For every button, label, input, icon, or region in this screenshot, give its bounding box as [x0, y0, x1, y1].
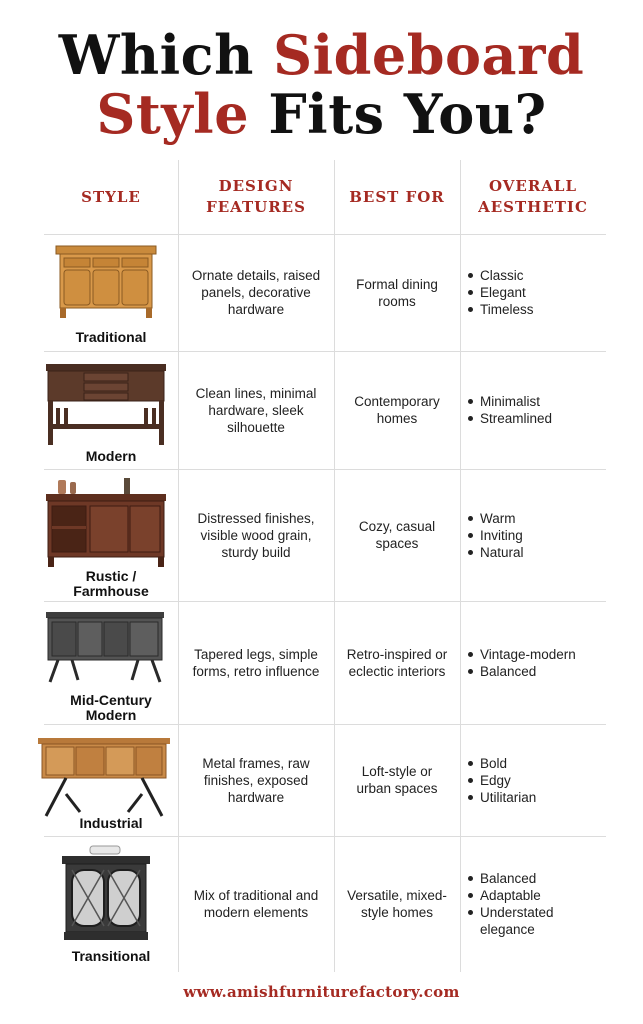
best-for-line: Formal dining	[356, 276, 438, 292]
aesthetic-modern	[464, 351, 606, 469]
aesthetic-item: Elegant	[480, 284, 534, 301]
header-best-for-label: BEST FOR	[349, 187, 445, 206]
style-name-line: Mid-Century	[70, 692, 152, 708]
column-divider	[460, 160, 461, 972]
industrial-sideboard-image	[36, 734, 172, 818]
aesthetic-item: Minimalist	[480, 393, 552, 410]
style-name-line: Modern	[85, 707, 137, 723]
aesthetic-item: Natural	[480, 544, 524, 560]
header-style-label: STYLE	[81, 187, 141, 206]
features-line: hardware	[227, 302, 285, 317]
features-line: Tapered legs, simple	[194, 646, 318, 662]
aesthetic-item: Streamlined	[480, 411, 553, 426]
aesthetic-item-continued: elegance	[480, 922, 535, 937]
features-line: silhouette	[227, 419, 285, 435]
best-for-rustic	[334, 469, 460, 601]
aesthetic-industrial	[464, 724, 606, 836]
style-name-modern	[44, 449, 178, 464]
page-title-line-1	[0, 23, 643, 87]
comparison-table	[44, 160, 606, 972]
best-for-line: Cozy, casual	[358, 519, 436, 534]
features-line: hardware	[227, 789, 285, 805]
header-best-for	[334, 160, 460, 234]
style-name-rustic	[44, 569, 178, 599]
header-overall-label: OVERALL	[488, 177, 578, 195]
header-features-label: FEATURES	[206, 198, 306, 216]
aesthetic-item: Balanced	[480, 663, 576, 680]
best-for-line: urban spaces	[356, 781, 438, 796]
style-name-line: Traditional	[75, 329, 147, 345]
aesthetic-item: Understated	[480, 905, 554, 920]
style-name-line: Modern	[85, 448, 137, 464]
best-for-line: style homes	[360, 905, 433, 920]
features-line: visible wood grain,	[200, 527, 312, 543]
features-line: hardware, sleek	[208, 402, 304, 418]
best-for-line: Versatile, mixed-	[347, 888, 447, 903]
style-name-industrial	[44, 816, 178, 831]
best-for-line: Retro-inspired or	[346, 646, 448, 662]
features-line: forms, retro influence	[192, 663, 320, 679]
aesthetic-item: Adaptable	[480, 887, 554, 904]
aesthetic-item: Balanced	[480, 870, 554, 887]
features-midcentury	[178, 601, 334, 724]
aesthetic-item: Inviting	[480, 527, 523, 543]
aesthetic-midcentury	[464, 601, 606, 724]
features-line: panels, decorative	[201, 285, 311, 300]
best-for-line: rooms	[378, 293, 416, 309]
style-name-traditional	[44, 330, 178, 345]
features-line: finishes, exposed	[203, 772, 309, 788]
aesthetic-item: Vintage-modern	[480, 646, 576, 662]
header-style	[44, 160, 178, 234]
features-line: Metal frames, raw	[202, 755, 310, 771]
features-line: sturdy build	[221, 544, 291, 560]
best-for-line: Loft-style or	[361, 764, 433, 779]
best-for-modern	[334, 351, 460, 469]
midcentury-sideboard-image	[44, 610, 166, 684]
aesthetic-item: Timeless	[480, 302, 534, 317]
features-line: Distressed finishes,	[197, 510, 315, 526]
features-modern	[178, 351, 334, 469]
best-for-transitional	[334, 836, 460, 972]
style-name-line: Industrial	[79, 815, 143, 831]
aesthetic-item: Utilitarian	[480, 789, 537, 805]
aesthetic-item: Warm	[480, 510, 524, 527]
website-url[interactable]: www.amishfurniturefactory.com	[183, 983, 460, 1001]
aesthetic-traditional	[464, 234, 606, 351]
rustic-sideboard-image	[44, 476, 168, 568]
best-for-traditional	[334, 234, 460, 351]
best-for-line: Contemporary	[354, 394, 440, 409]
features-transitional	[178, 836, 334, 972]
aesthetic-rustic	[464, 469, 606, 601]
aesthetic-item: Bold	[480, 755, 536, 772]
title-sideboard: Sideboard	[273, 23, 585, 87]
aesthetic-transitional	[464, 836, 606, 972]
features-line: Mix of traditional and	[193, 888, 319, 903]
aesthetic-item: Classic	[480, 267, 534, 284]
traditional-sideboard-image	[54, 244, 158, 320]
header-aesthetic-label: AESTHETIC	[478, 198, 588, 216]
transitional-sideboard-image	[60, 844, 152, 944]
best-for-line: homes	[376, 411, 418, 426]
features-line: Ornate details, raised	[191, 268, 321, 283]
title-style: Style	[96, 82, 250, 146]
title-which: Which	[58, 23, 274, 87]
features-traditional	[178, 234, 334, 351]
best-for-line: eclectic interiors	[348, 663, 446, 679]
best-for-industrial	[334, 724, 460, 836]
style-name-transitional	[44, 949, 178, 964]
style-name-midcentury	[44, 693, 178, 723]
aesthetic-item: Edgy	[480, 772, 536, 789]
page-title-line-2	[0, 82, 643, 146]
header-design-label: DESIGN	[218, 177, 294, 195]
best-for-line: spaces	[375, 536, 419, 551]
style-name-line: Transitional	[71, 948, 151, 964]
style-name-line: Farmhouse	[73, 583, 149, 599]
features-rustic	[178, 469, 334, 601]
features-line: Clean lines, minimal	[195, 385, 317, 401]
style-name-line: Rustic /	[85, 568, 137, 584]
modern-sideboard-image	[44, 360, 168, 448]
features-line: modern elements	[203, 905, 309, 920]
header-design-features	[178, 160, 334, 234]
title-fits-you: Fits You?	[249, 82, 547, 146]
features-industrial	[178, 724, 334, 836]
header-overall-aesthetic	[460, 160, 606, 234]
best-for-midcentury	[334, 601, 460, 724]
